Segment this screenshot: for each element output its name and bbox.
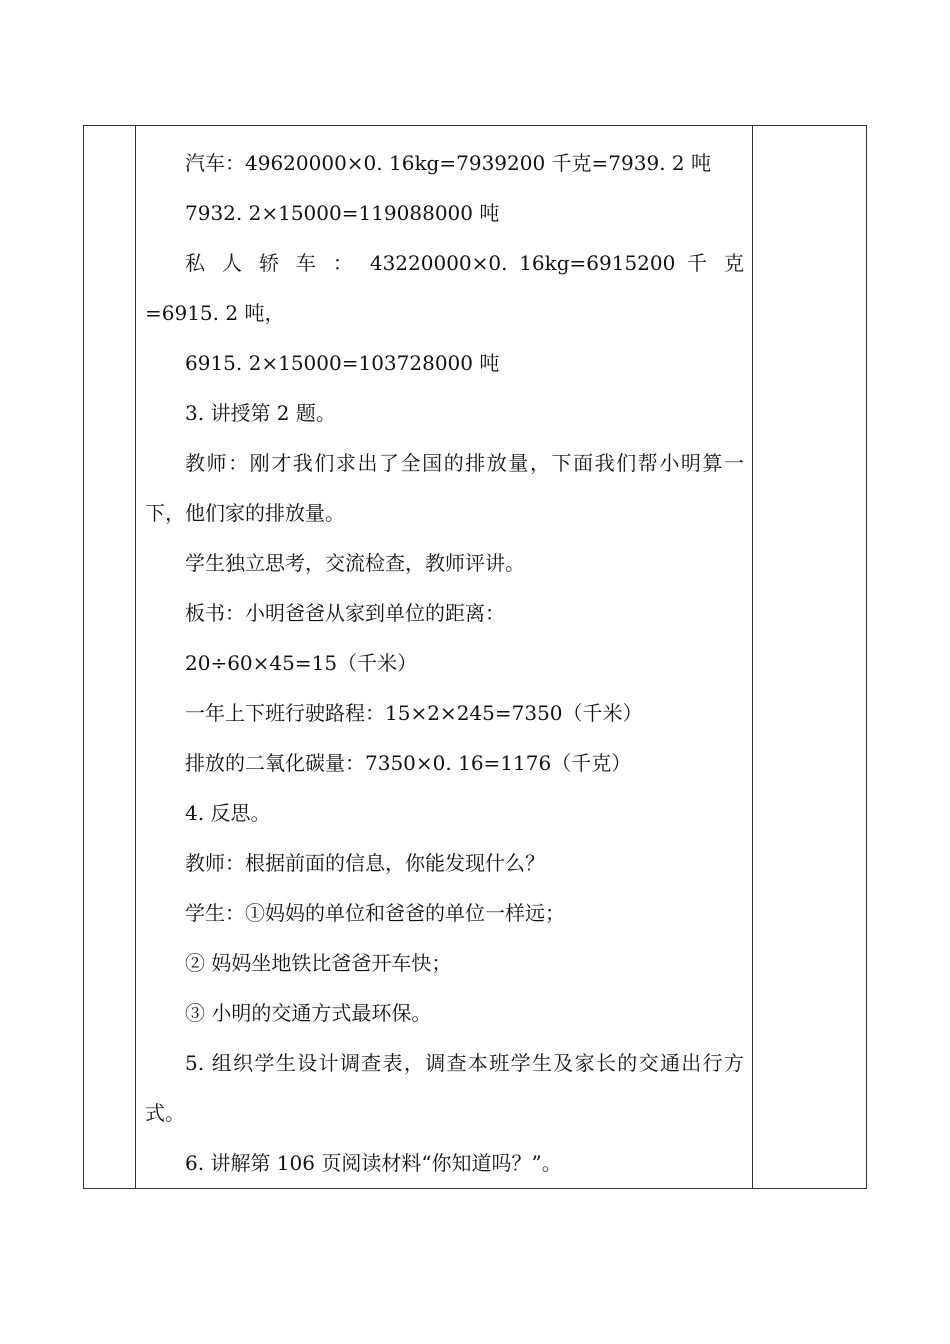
paragraph: ② 妈妈坐地铁比爸爸开车快； bbox=[185, 951, 452, 975]
paragraph: ③ 小明的交通方式最环保。 bbox=[185, 1001, 432, 1025]
paragraph: 5. 组织学生设计调查表，调查本班学生及家长的交通出行方式。 bbox=[145, 1051, 744, 1125]
left-column-cell bbox=[84, 126, 136, 1189]
paragraph: 6915. 2×15000=103728000 吨 bbox=[185, 351, 500, 375]
paragraph: 4. 反思。 bbox=[185, 801, 271, 825]
right-column-cell bbox=[753, 126, 867, 1189]
paragraph: 私 人 轿 车 ： 43220000×0. 16kg=6915200 千 克 =6915. 2 吨， bbox=[145, 251, 744, 325]
paragraph: 一年上下班行驶路程：15×2×245=7350（千米） bbox=[185, 701, 643, 725]
paragraph: 学生独立思考，交流检查，教师评讲。 bbox=[185, 551, 525, 575]
paragraph: 3. 讲授第 2 题。 bbox=[185, 401, 336, 425]
lesson-table bbox=[83, 125, 867, 1189]
paragraph: 排放的二氧化碳量：7350×0. 16=1176（千克） bbox=[185, 751, 632, 775]
lesson-content bbox=[136, 126, 752, 1188]
content-cell bbox=[136, 126, 753, 1189]
paragraph: 板书：小明爸爸从家到单位的距离： bbox=[185, 601, 505, 625]
paragraph: 汽车：49620000×0. 16kg=7939200 千克=7939. 2 吨 bbox=[185, 151, 712, 175]
paragraph: 6. 讲解第 106 页阅读材料“你知道吗？”。 bbox=[185, 1151, 562, 1175]
paragraph: 20÷60×45=15（千米） bbox=[185, 651, 418, 675]
paragraph: 学生：①妈妈的单位和爸爸的单位一样远； bbox=[185, 901, 565, 925]
paragraph: 教师：刚才我们求出了全国的排放量，下面我们帮小明算一下，他们家的排放量。 bbox=[145, 451, 744, 525]
paragraph: 教师：根据前面的信息，你能发现什么？ bbox=[185, 851, 545, 875]
paragraph: 7932. 2×15000=119088000 吨 bbox=[185, 201, 500, 225]
